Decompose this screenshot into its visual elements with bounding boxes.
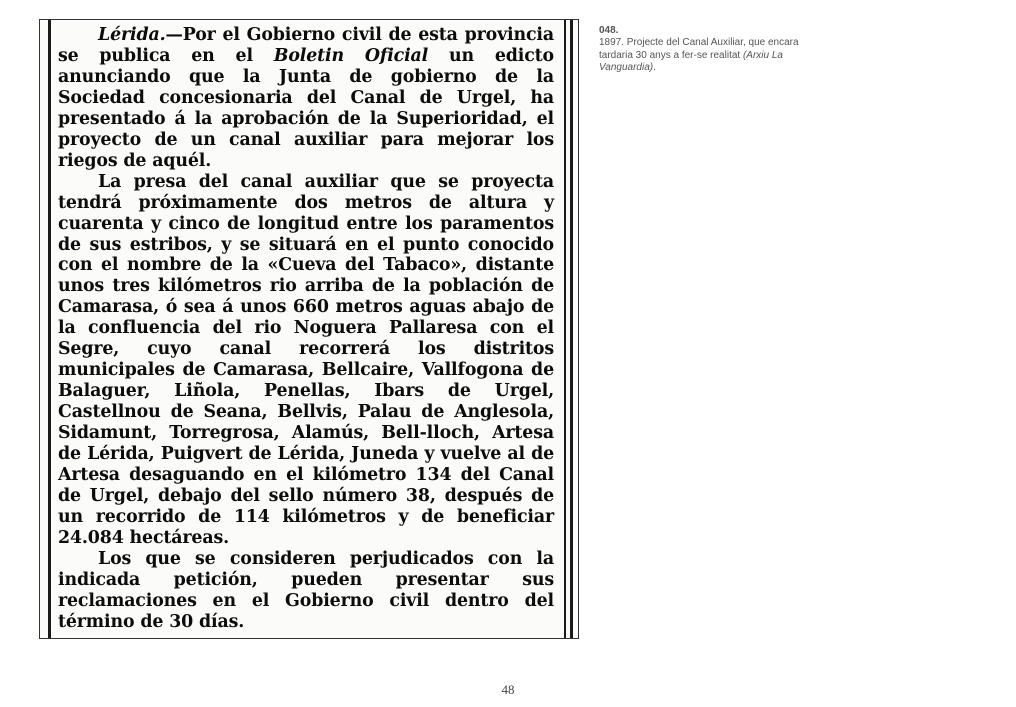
caption-source: (Arxiu La Vanguardia)	[599, 49, 783, 74]
publication-name: Boletin Oficial	[273, 45, 429, 66]
caption-text: 1897. Projecte del Canal Auxiliar, que encara tardaria 30 anys a fer-se realitat	[599, 37, 799, 61]
figure-caption	[599, 25, 799, 75]
article-paragraph-3: Los que se consideren perjudicados con la indicada petición, pueden presentar sus reclamaciones en el Gobierno civil dentro del término de 30 días.	[58, 548, 554, 632]
caption-end: .	[653, 62, 656, 74]
article-intro-before: —Por el Gobierno civil de esta provincia se publica en el	[58, 25, 554, 66]
caption-number: 048.	[599, 25, 619, 36]
article-place: Lérida.	[98, 25, 166, 45]
article-intro-after: un edicto anunciando que la Junta de gobierno de la Sociedad concesionaria del Canal de Urgel, ha presentado á la aprobación de la Superioridad, el proyecto de un canal auxiliar para mejorar los riegos de aquél.	[58, 45, 554, 171]
column-rule-right-outer	[570, 20, 573, 638]
column-rule-right-inner	[564, 20, 566, 638]
column-rule-left	[48, 20, 51, 638]
article-paragraph-2: La presa del canal auxiliar que se proyecta tendrá próximamente dos metros de altura y cuarenta y cinco de longitud entre los paramentos de sus estribos, y se situará en el punto conocido con el nombre de la «Cueva del Tabaco», distante unos tres kilómetros rio arriba de la población de Camarasa, ó sea á unos 660 metros aguas abajo de la confluencia del rio Noguera Pallaresa con el Segre, cuyo canal recorrerá los distritos municipales de Camarasa, Bellcaire, Vallfogona de Balaguer, Liñola, Penellas, Ibars de Urgel, Castellnou de Seana, Bellvis, Palau de Anglesola, Sidamunt, Torregrosa, Alamús, Bell-lloch, Artesa de Lérida, Puigvert de Lérida, Juneda y vuelve al de Artesa desaguando en el kilómetro 134 del Canal de Urgel, debajo del sello número 38, después de un recorrido de 114 kilómetros y de beneficiar 24.084 hectáreas.	[58, 171, 554, 548]
newspaper-clipping	[39, 19, 579, 639]
article-text	[58, 25, 554, 633]
page-number: 48	[501, 682, 515, 697]
article-paragraph-1	[58, 25, 554, 172]
